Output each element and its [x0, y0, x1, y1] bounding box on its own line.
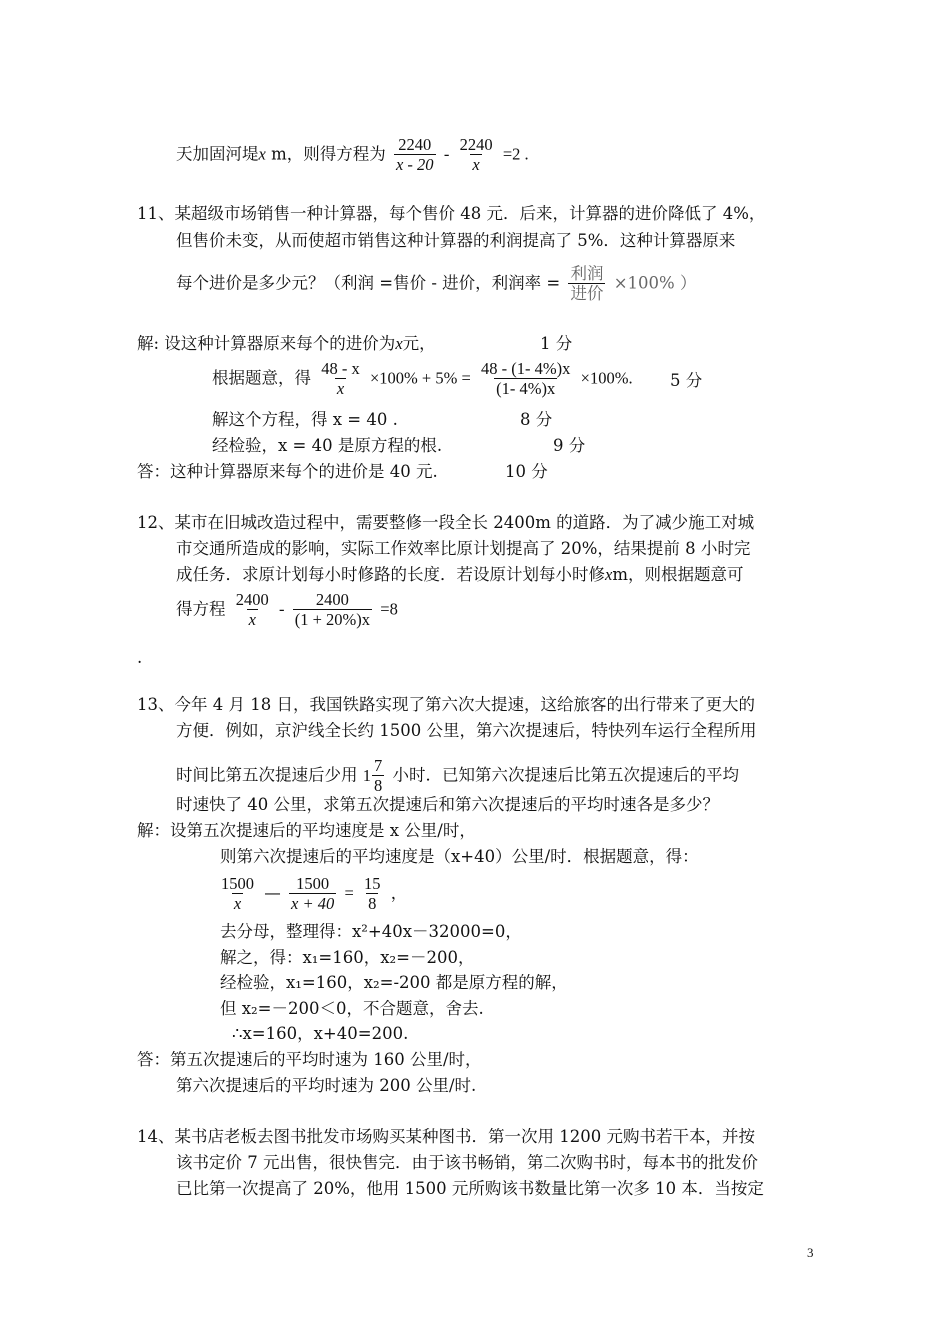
p13-answer-1: 答：第五次提速后的平均时速为 160 公里/时， — [137, 1050, 482, 1069]
p11-solution-3: 解这个方程，得 x = 40 . — [212, 410, 398, 429]
page-number: 3 — [807, 1245, 814, 1260]
var-x: x — [258, 144, 266, 164]
fraction: $\frac{2400}{x}$ — [235, 590, 269, 629]
p11-solution-4: 经检验，x = 40 是原方程的根. — [212, 436, 443, 455]
p11-line-2: 但售价未变，从而使超市销售这种计算器的利润提高了 5%．这种计算器原来 — [176, 231, 736, 250]
p12-line-2: 市交通所造成的影响，实际工作效率比原计划提高了 20%，结果提前 8 小时完 — [176, 539, 751, 558]
p14-line-2: 该书定价 7 元出售，很快售完．由于该书畅销，第二次购书时，每本书的批发价 — [176, 1153, 758, 1172]
stray-dot: . — [137, 648, 143, 667]
p12-line-3: 成任务．求原计划每小时修路的长度．若设原计划每小时修xm，则根据题意可 — [176, 565, 744, 584]
fraction: $\frac{2240}{x}$ — [459, 135, 493, 174]
fraction: $\frac{2240}{x - 20}$ — [395, 135, 434, 174]
mixed-number: 1 $\frac{7}{8}$ — [362, 756, 383, 795]
fraction: $\frac{15}{8}$ — [364, 874, 381, 913]
p12-equation-line: 得方程 $\frac{2400}{x}$ - $\frac{2400}{(1 + 20\%)x}$ =8 — [176, 590, 398, 629]
score: 10 分 — [505, 462, 548, 481]
p13-solution-1: 解：设第五次提速后的平均速度是 x 公里/时， — [137, 821, 476, 840]
p11-line-1: 11、某超级市场销售一种计算器，每个售价 48 元．后来，计算器的进价降低了 4%， — [137, 204, 766, 223]
p14-line-1: 14、某书店老板去图书批发市场购买某种图书．第一次用 1200 元购书若干本，并按 — [137, 1127, 755, 1146]
p13-solution-6: 经检验，x₁=160，x₂=-200 都是原方程的解， — [220, 973, 568, 992]
score: 9 分 — [553, 436, 586, 455]
p11-answer: 答：这种计算器原来每个的进价是 40 元. — [137, 462, 438, 481]
p13-line-3: 时间比第五次提速后少用 1 $\frac{7}{8}$ 小时．已知第六次提速后比第五次提速后的平均 — [176, 756, 739, 795]
p13-equation: $\frac{1500}{x}$ — $\frac{1500}{x + 40}$ = $\frac{15}{8}$ ， — [221, 874, 408, 913]
p13-line-2: 方便．例如，京沪线全长约 1500 公里，第六次提速后，特快列车运行全程所用 — [176, 721, 757, 740]
minus-sign: - — [443, 144, 450, 164]
fraction: $\frac{1500}{x}$ — [221, 874, 254, 913]
fraction: $\frac{2400}{(1 + 20\%)x}$ — [294, 590, 371, 629]
p13-solution-7: 但 x₂=－200＜0，不合题意，舍去. — [220, 999, 484, 1018]
p13-answer-2: 第六次提速后的平均时速为 200 公里/时. — [176, 1076, 477, 1095]
p11-line-3b: ×100% ） — [613, 273, 697, 293]
p10-unit: m，则得方程为 — [271, 144, 386, 164]
p14-line-3: 已比第一次提高了 20%，他用 1500 元所购该书数量比第一次多 10 本．当按定 — [176, 1179, 764, 1198]
equation-rhs: =2 . — [502, 144, 529, 164]
p13-solution-4: 去分母，整理得：x²+40x－32000=0， — [220, 922, 522, 941]
p13-line-1: 13、今年 4 月 18 日，我国铁路实现了第六次大提速，这给旅客的出行带来了更大的 — [137, 695, 755, 714]
p13-solution-2: 则第六次提速后的平均速度是（x+40）公里/时．根据题意，得： — [220, 847, 699, 866]
p10-equation-line — [176, 135, 529, 175]
score: 5 分 — [670, 371, 703, 390]
fraction: $\frac{48 - (1- 4\%)x}{(1- 4\%)x}$ — [481, 359, 571, 398]
p13-line-4: 时速快了 40 公里，求第五次提速后和第六次提速后的平均时速各是多少？ — [176, 795, 719, 814]
p12-line-1: 12、某市在旧城改造过程中，需要整修一段全长 2400m 的道路．为了减少施工对城 — [137, 513, 755, 532]
p11-solution-1: 解: 设这种计算器原来每个的进价为x元， — [137, 334, 436, 353]
p11-line-3 — [176, 264, 696, 304]
score: 8 分 — [520, 410, 553, 429]
p13-solution-5: 解之，得：x₁=160，x₂=－200， — [220, 948, 475, 967]
p13-solution-8: ∴x=160，x+40=200. — [232, 1024, 409, 1043]
score: 1 分 — [540, 334, 573, 353]
p11-line-3a: 每个进价是多少元？（利润 =售价 - 进价，利润率 = — [176, 273, 561, 293]
fraction: $\frac{1500}{x + 40}$ — [291, 874, 335, 913]
p11-solution-2: 根据题意，得 $\frac{48 - x}{x}$ ×100% + 5% = $\frac{48 - (1- 4\%)x}{(1- 4\%)x}$ ×100%. — [212, 359, 633, 398]
profit-rate-fraction: $\frac{\text{利润}}{\text{进价}}$ — [570, 264, 604, 303]
fraction: $\frac{48 - x}{x}$ — [321, 359, 360, 398]
p10-text: 天加固河堤 — [176, 144, 259, 164]
